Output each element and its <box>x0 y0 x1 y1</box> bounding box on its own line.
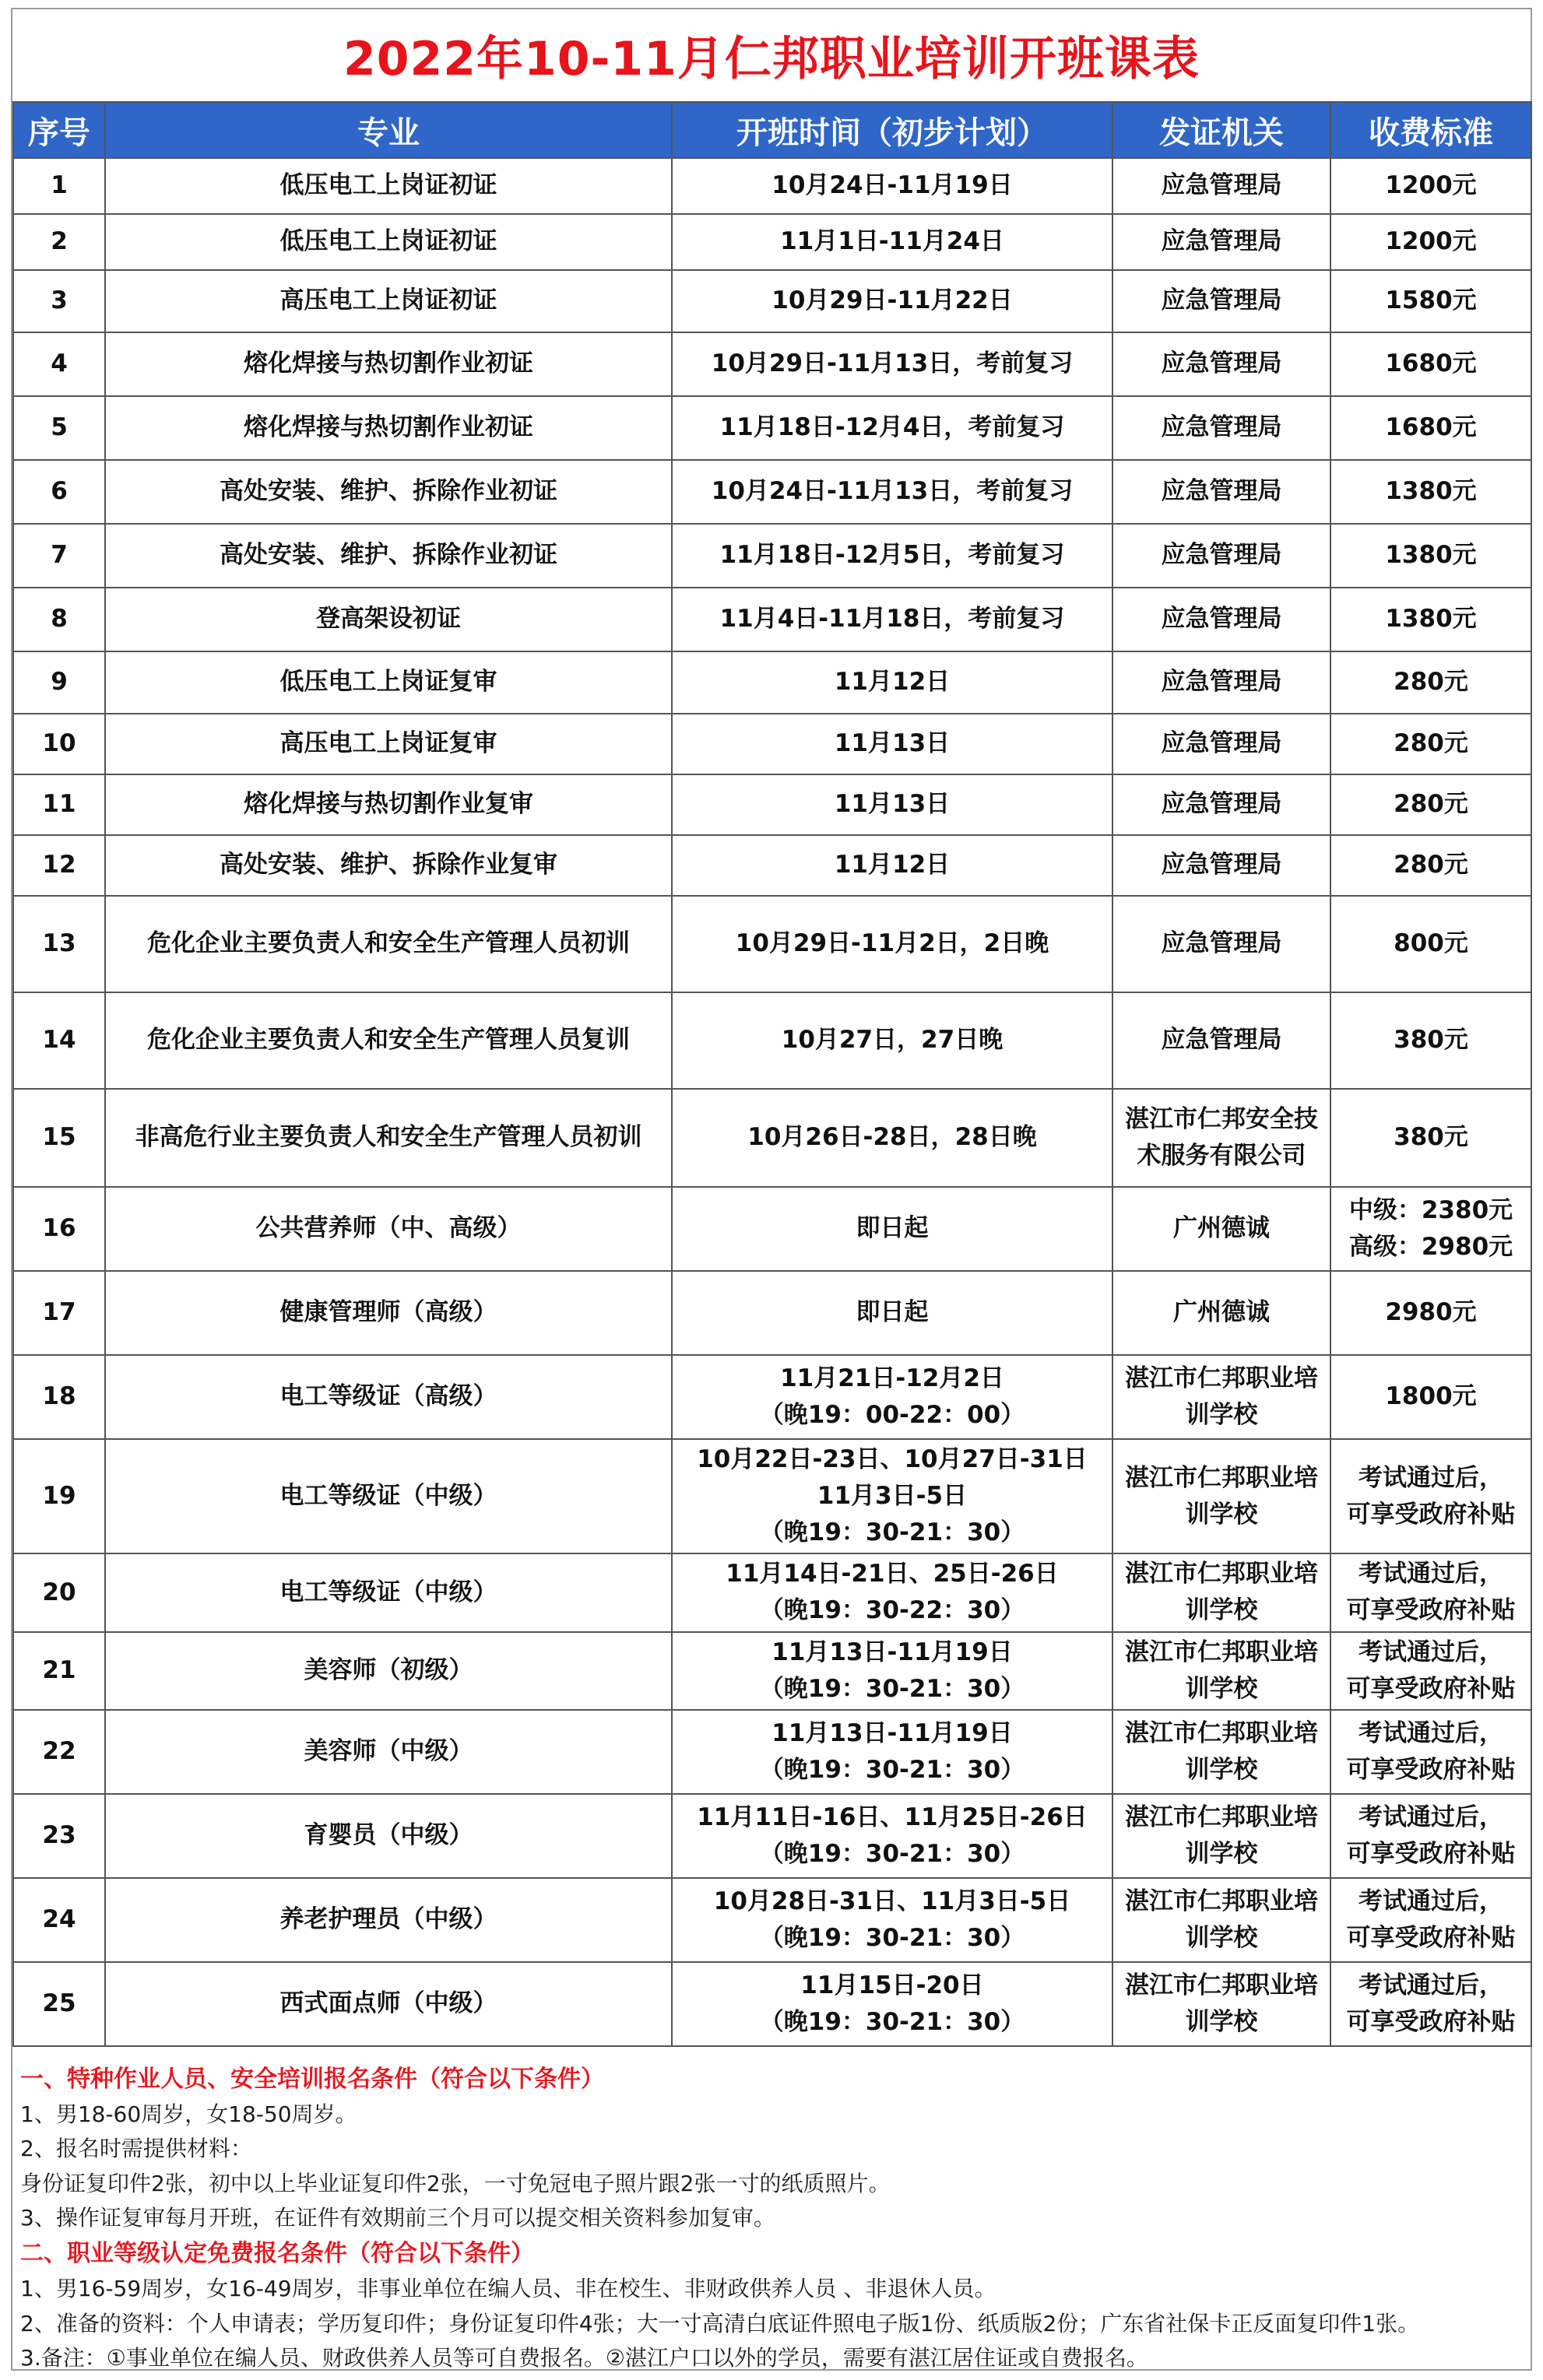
row-number: 18 <box>13 1355 105 1439</box>
notes-line: 2、报名时需提供材料： <box>20 2136 252 2162</box>
notes-line: 身份证复印件2张，初中以上毕业证复印件2张，一寸免冠电子照片跟2张一寸的纸质照片。 <box>20 2170 891 2196</box>
row-fee: 考试通过后， 可享受政府补贴 <box>1330 1878 1531 1962</box>
row-start-time: 11月18日-12月5日，考前复习 <box>672 524 1112 588</box>
table-row <box>13 158 1531 214</box>
row-issuer: 广州德诚 <box>1112 1271 1330 1355</box>
row-start-time: 10月27日，27日晚 <box>672 992 1112 1089</box>
row-major: 低压电工上岗证复审 <box>105 651 672 714</box>
row-fee: 1680元 <box>1330 332 1531 396</box>
row-issuer: 应急管理局 <box>1112 714 1330 774</box>
table-row <box>13 460 1531 524</box>
row-issuer: 应急管理局 <box>1112 460 1330 524</box>
row-fee: 1380元 <box>1330 524 1531 588</box>
row-number: 14 <box>13 992 105 1089</box>
table-row <box>13 1271 1531 1355</box>
row-start-time: 11月18日-12月4日，考前复习 <box>672 396 1112 460</box>
row-number: 20 <box>13 1553 105 1631</box>
row-start-time: 11月13日 <box>672 774 1112 835</box>
row-issuer: 应急管理局 <box>1112 588 1330 651</box>
row-start-time: 10月22日-23日、10月27日-31日 11月3日-5日 （晚19：30-21：30） <box>672 1439 1112 1553</box>
row-fee: 280元 <box>1330 835 1531 896</box>
table-row <box>13 714 1531 774</box>
row-issuer: 应急管理局 <box>1112 396 1330 460</box>
row-number: 25 <box>13 1962 105 2046</box>
row-major: 高处安装、维护、拆除作业复审 <box>105 835 672 896</box>
row-number: 2 <box>13 214 105 270</box>
notes-line: 3、操作证复审每月开班，在证件有效期前三个月可以提交相关资料参加复审。 <box>20 2204 775 2231</box>
row-fee: 中级：2380元 高级：2980元 <box>1330 1187 1531 1271</box>
row-fee: 考试通过后， 可享受政府补贴 <box>1330 1439 1531 1553</box>
table-row <box>13 396 1531 460</box>
row-number: 23 <box>13 1794 105 1878</box>
row-major: 高处安装、维护、拆除作业初证 <box>105 524 672 588</box>
table-row <box>13 1962 1531 2046</box>
row-start-time: 11月1日-11月24日 <box>672 214 1112 270</box>
table-row <box>13 774 1531 835</box>
table-row <box>13 992 1531 1089</box>
row-major: 电工等级证（高级） <box>105 1355 672 1439</box>
table-row <box>13 835 1531 896</box>
row-number: 13 <box>13 896 105 992</box>
row-start-time: 10月29日-11月2日，2日晚 <box>672 896 1112 992</box>
row-fee: 800元 <box>1330 896 1531 992</box>
row-start-time: 10月29日-11月22日 <box>672 270 1112 332</box>
row-start-time: 11月15日-20日 （晚19：30-21：30） <box>672 1962 1112 2046</box>
row-start-time: 11月4日-11月18日，考前复习 <box>672 588 1112 651</box>
row-fee: 考试通过后， 可享受政府补贴 <box>1330 1710 1531 1794</box>
row-fee: 1580元 <box>1330 270 1531 332</box>
row-start-time: 即日起 <box>672 1271 1112 1355</box>
row-number: 19 <box>13 1439 105 1553</box>
table-row <box>13 1632 1531 1710</box>
row-major: 养老护理员（中级） <box>105 1878 672 1962</box>
row-fee: 380元 <box>1330 1089 1531 1187</box>
row-issuer: 应急管理局 <box>1112 524 1330 588</box>
row-major: 登高架设初证 <box>105 588 672 651</box>
row-number: 3 <box>13 270 105 332</box>
row-issuer: 湛江市仁邦职业培 训学校 <box>1112 1439 1330 1553</box>
row-major: 低压电工上岗证初证 <box>105 158 672 214</box>
table-row <box>13 588 1531 651</box>
row-start-time: 11月21日-12月2日 （晚19：00-22：00） <box>672 1355 1112 1439</box>
row-start-time: 即日起 <box>672 1187 1112 1271</box>
header-issuer: 发证机关 <box>1112 102 1330 158</box>
row-number: 5 <box>13 396 105 460</box>
row-number: 1 <box>13 158 105 214</box>
row-major: 熔化焊接与热切割作业复审 <box>105 774 672 835</box>
table-row <box>13 1439 1531 1553</box>
table-row <box>13 651 1531 714</box>
row-fee: 考试通过后， 可享受政府补贴 <box>1330 1962 1531 2046</box>
row-fee: 考试通过后， 可享受政府补贴 <box>1330 1553 1531 1631</box>
row-fee: 1680元 <box>1330 396 1531 460</box>
row-fee: 2980元 <box>1330 1271 1531 1355</box>
row-major: 熔化焊接与热切割作业初证 <box>105 396 672 460</box>
schedule-sheet <box>11 8 1532 2371</box>
page-title: 2022年10-11月仁邦职业培训开班课表 <box>343 32 1200 86</box>
row-major: 电工等级证（中级） <box>105 1553 672 1631</box>
row-fee: 1380元 <box>1330 460 1531 524</box>
row-number: 4 <box>13 332 105 396</box>
row-number: 7 <box>13 524 105 588</box>
row-issuer: 湛江市仁邦安全技 术服务有限公司 <box>1112 1089 1330 1187</box>
row-issuer: 应急管理局 <box>1112 774 1330 835</box>
row-issuer: 应急管理局 <box>1112 835 1330 896</box>
row-major: 美容师（中级） <box>105 1710 672 1794</box>
table-row <box>13 1355 1531 1439</box>
row-issuer: 应急管理局 <box>1112 651 1330 714</box>
row-number: 21 <box>13 1632 105 1710</box>
row-issuer: 湛江市仁邦职业培 训学校 <box>1112 1878 1330 1962</box>
row-number: 9 <box>13 651 105 714</box>
row-issuer: 湛江市仁邦职业培 训学校 <box>1112 1632 1330 1710</box>
row-start-time: 11月13日-11月19日 （晚19：30-21：30） <box>672 1632 1112 1710</box>
row-issuer: 湛江市仁邦职业培 训学校 <box>1112 1355 1330 1439</box>
row-major: 危化企业主要负责人和安全生产管理人员复训 <box>105 992 672 1089</box>
row-number: 12 <box>13 835 105 896</box>
row-number: 6 <box>13 460 105 524</box>
row-major: 高处安装、维护、拆除作业初证 <box>105 460 672 524</box>
row-number: 10 <box>13 714 105 774</box>
header-major: 专业 <box>105 102 672 158</box>
row-fee: 1200元 <box>1330 214 1531 270</box>
row-start-time: 11月13日-11月19日 （晚19：30-21：30） <box>672 1710 1112 1794</box>
row-number: 17 <box>13 1271 105 1355</box>
row-start-time: 10月24日-11月13日，考前复习 <box>672 460 1112 524</box>
row-major: 健康管理师（高级） <box>105 1271 672 1355</box>
table-row <box>13 896 1531 992</box>
row-fee: 1200元 <box>1330 158 1531 214</box>
row-start-time: 11月12日 <box>672 835 1112 896</box>
row-number: 24 <box>13 1878 105 1962</box>
row-issuer: 应急管理局 <box>1112 214 1330 270</box>
row-major: 高压电工上岗证初证 <box>105 270 672 332</box>
row-major: 危化企业主要负责人和安全生产管理人员初训 <box>105 896 672 992</box>
row-issuer: 应急管理局 <box>1112 896 1330 992</box>
row-issuer: 应急管理局 <box>1112 332 1330 396</box>
row-fee: 280元 <box>1330 774 1531 835</box>
notes-line: 1、男16-59周岁，女16-49周岁，非事业单位在编人员、非在校生、非财政供养人员 、非退休人员。 <box>20 2276 996 2302</box>
header-fee: 收费标准 <box>1330 102 1531 158</box>
notes-line: 3.备注：①事业单位在编人员、财政供养人员等可自费报名。②湛江户口以外的学员，需要有湛江居住证或自费报名。 <box>20 2344 1148 2371</box>
row-major: 高压电工上岗证复审 <box>105 714 672 774</box>
row-fee: 考试通过后， 可享受政府补贴 <box>1330 1632 1531 1710</box>
row-issuer: 应急管理局 <box>1112 158 1330 214</box>
row-number: 22 <box>13 1710 105 1794</box>
table-row <box>13 270 1531 332</box>
row-start-time: 10月24日-11月19日 <box>672 158 1112 214</box>
row-number: 11 <box>13 774 105 835</box>
row-issuer: 应急管理局 <box>1112 270 1330 332</box>
table-row <box>13 524 1531 588</box>
row-number: 16 <box>13 1187 105 1271</box>
row-start-time: 11月11日-16日、11月25日-26日 （晚19：30-21：30） <box>672 1794 1112 1878</box>
row-issuer: 湛江市仁邦职业培 训学校 <box>1112 1794 1330 1878</box>
notes-section <box>12 2047 1531 2375</box>
row-issuer: 广州德诚 <box>1112 1187 1330 1271</box>
row-start-time: 11月14日-21日、25日-26日 （晚19：30-22：30） <box>672 1553 1112 1631</box>
row-major: 育婴员（中级） <box>105 1794 672 1878</box>
notes-heading-special-operations: 一、特种作业人员、安全培训报名条件（符合以下条件） <box>20 2065 604 2093</box>
header-number: 序号 <box>13 102 105 158</box>
row-major: 电工等级证（中级） <box>105 1439 672 1553</box>
row-fee: 280元 <box>1330 714 1531 774</box>
row-fee: 380元 <box>1330 992 1531 1089</box>
table-row <box>13 1710 1531 1794</box>
row-start-time: 11月12日 <box>672 651 1112 714</box>
header-start-time: 开班时间（初步计划） <box>672 102 1112 158</box>
row-issuer: 湛江市仁邦职业培 训学校 <box>1112 1710 1330 1794</box>
row-start-time: 10月28日-31日、11月3日-5日 （晚19：30-21：30） <box>672 1878 1112 1962</box>
table-row <box>13 1553 1531 1631</box>
row-major: 西式面点师（中级） <box>105 1962 672 2046</box>
row-major: 熔化焊接与热切割作业初证 <box>105 332 672 396</box>
notes-line: 2、准备的资料：个人申请表；学历复印件；身份证复印件4张；大一寸高清白底证件照电子版1份、纸质版2份；广东省社保卡正反面复印件1张。 <box>20 2310 1420 2336</box>
notes-line: 1、男18-60周岁，女18-50周岁。 <box>20 2101 357 2128</box>
row-issuer: 湛江市仁邦职业培 训学校 <box>1112 1553 1330 1631</box>
row-major: 非高危行业主要负责人和安全生产管理人员初训 <box>105 1089 672 1187</box>
row-number: 15 <box>13 1089 105 1187</box>
table-row <box>13 1794 1531 1878</box>
schedule-table <box>12 101 1532 2047</box>
notes-heading-vocational-level: 二、职业等级认定免费报名条件（符合以下条件） <box>20 2240 534 2268</box>
row-fee: 1380元 <box>1330 588 1531 651</box>
row-start-time: 10月29日-11月13日，考前复习 <box>672 332 1112 396</box>
row-start-time: 10月26日-28日，28日晚 <box>672 1089 1112 1187</box>
row-fee: 考试通过后， 可享受政府补贴 <box>1330 1794 1531 1878</box>
row-start-time: 11月13日 <box>672 714 1112 774</box>
row-issuer: 应急管理局 <box>1112 992 1330 1089</box>
table-header-row <box>13 102 1531 158</box>
table-row <box>13 332 1531 396</box>
row-issuer: 湛江市仁邦职业培 训学校 <box>1112 1962 1330 2046</box>
row-major: 美容师（初级） <box>105 1632 672 1710</box>
row-major: 低压电工上岗证初证 <box>105 214 672 270</box>
row-number: 8 <box>13 588 105 651</box>
table-row <box>13 1187 1531 1271</box>
row-major: 公共营养师（中、高级） <box>105 1187 672 1271</box>
table-row <box>13 214 1531 270</box>
table-row <box>13 1878 1531 1962</box>
table-row <box>13 1089 1531 1187</box>
row-fee: 1800元 <box>1330 1355 1531 1439</box>
row-fee: 280元 <box>1330 651 1531 714</box>
